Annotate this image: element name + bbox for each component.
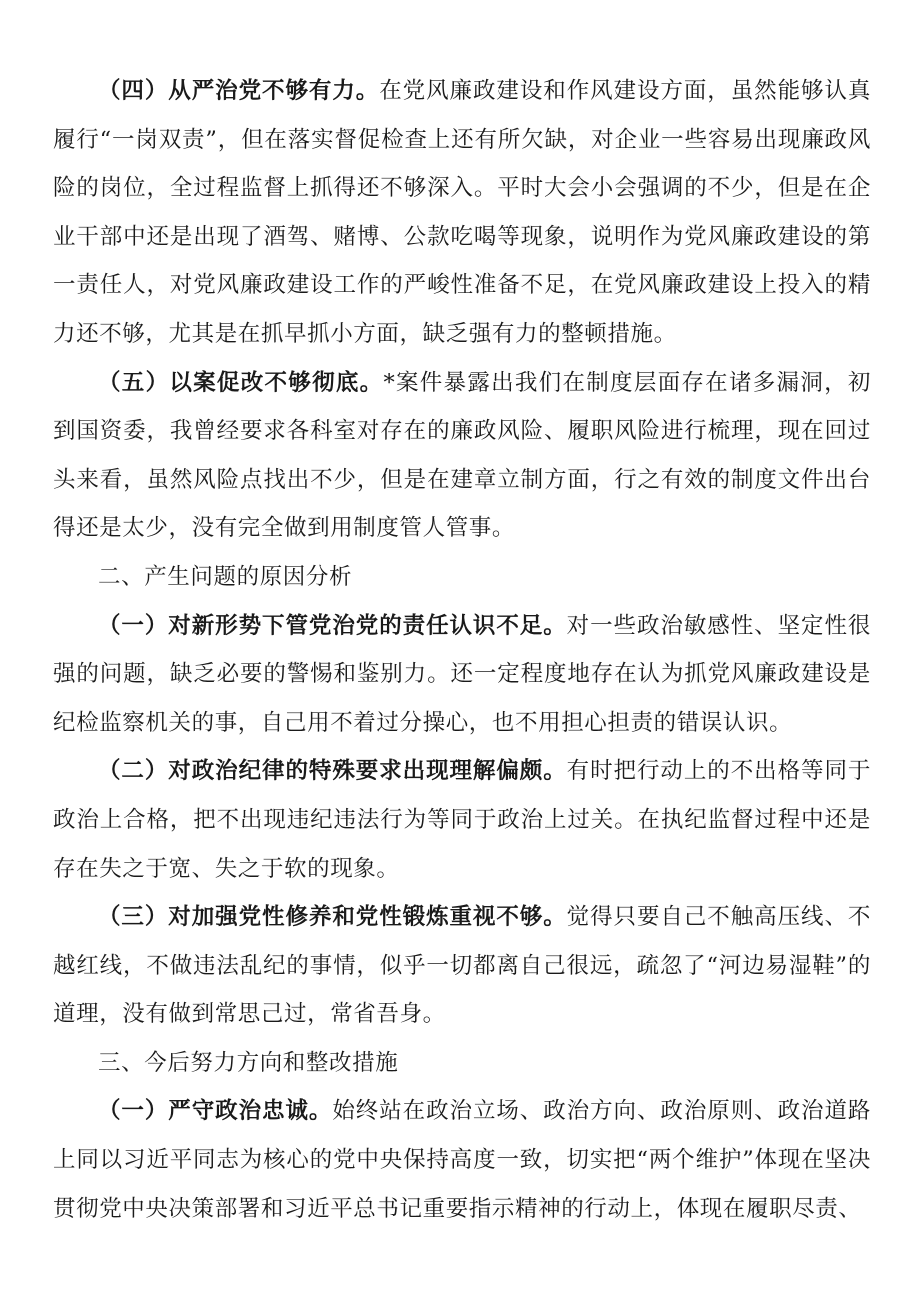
paragraph-cause-2 <box>53 747 871 893</box>
paragraph-lead: （四）从严治党不够有力。 <box>98 78 380 104</box>
paragraph-cause-1 <box>53 602 871 748</box>
paragraph-measure-1 <box>53 1087 871 1233</box>
document-page <box>53 67 871 1233</box>
paragraph-lead: （五）以案促改不够彻底。 <box>98 369 384 396</box>
paragraph-lead: （三）对加强党性修养和党性锻炼重视不够。 <box>98 904 567 931</box>
paragraph-4-strict-governance <box>53 67 871 359</box>
section-heading-cause-analysis: 二、产生问题的原因分析 <box>98 563 353 590</box>
paragraph-text: 始终站在政治立场、政治方向、政治原则、政治道路上同以习近平同志为核心的党中央保持高度一致，切实把“两个维护”体现在坚决贯彻党中央决策部署和习近平总书记重要指示精神的行动上，体现在履职尽责、 <box>53 1098 871 1222</box>
paragraph-text: 有时把行动上的不出格等同于政治上合格，把不出现违纪违法行为等同于政治上过关。在执纪监督过程中还是存在失之于宽、失之于软的现象。 <box>53 758 871 882</box>
paragraph-lead: （二）对政治纪律的特殊要求出现理解偏颇。 <box>98 758 567 785</box>
paragraph-text: 在党风廉政建设和作风建设方面，虽然能够认真履行“一岗双责”，但在落实督促检查上还有所欠缺，对企业一些容易出现廉政风险的岗位，全过程监督上抓得还不够深入。平时大会小会强调的不少，但是在企业干部中还是出现了酒驾、赌博、公款吃喝等现象，说明作为党风廉政建设的第一责任人，对党风廉政建设工作的严峻性准备不足，在党风廉政建设上投入的精力还不够，尤其是在抓早抓小方面，缺乏强有力的整顿措施。 <box>53 78 871 347</box>
section-heading-rectification: 三、今后努力方向和整改措施 <box>98 1049 399 1076</box>
paragraph-5-case-reform <box>53 359 871 553</box>
paragraph-cause-3 <box>53 893 871 1039</box>
paragraph-lead: （一）对新形势下管党治党的责任认识不足。 <box>98 612 567 639</box>
paragraph-text: 觉得只要自己不触高压线、不越红线，不做违法乱纪的事情，似乎一切都离自己很远，疏忽了“河边易湿鞋”的道理，没有做到常思己过，常省吾身。 <box>53 904 871 1028</box>
paragraph-text: 对一些政治敏感性、坚定性很强的问题，缺乏必要的警惕和鉴别力。还一定程度地存在认为抓党风廉政建设是纪检监察机关的事，自己用不着过分操心，也不用担心担责的错误认识。 <box>53 612 871 736</box>
paragraph-lead: （一）严守政治忠诚。 <box>98 1098 333 1125</box>
paragraph-text: *案件暴露出我们在制度层面存在诸多漏洞，初到国资委，我曾经要求各科室对存在的廉政风险、履职风险进行梳理，现在回过头来看，虽然风险点找出不少，但是在建章立制方面，行之有效的制度文件出台得还是太少，没有完全做到用制度管人管事。 <box>53 369 871 542</box>
